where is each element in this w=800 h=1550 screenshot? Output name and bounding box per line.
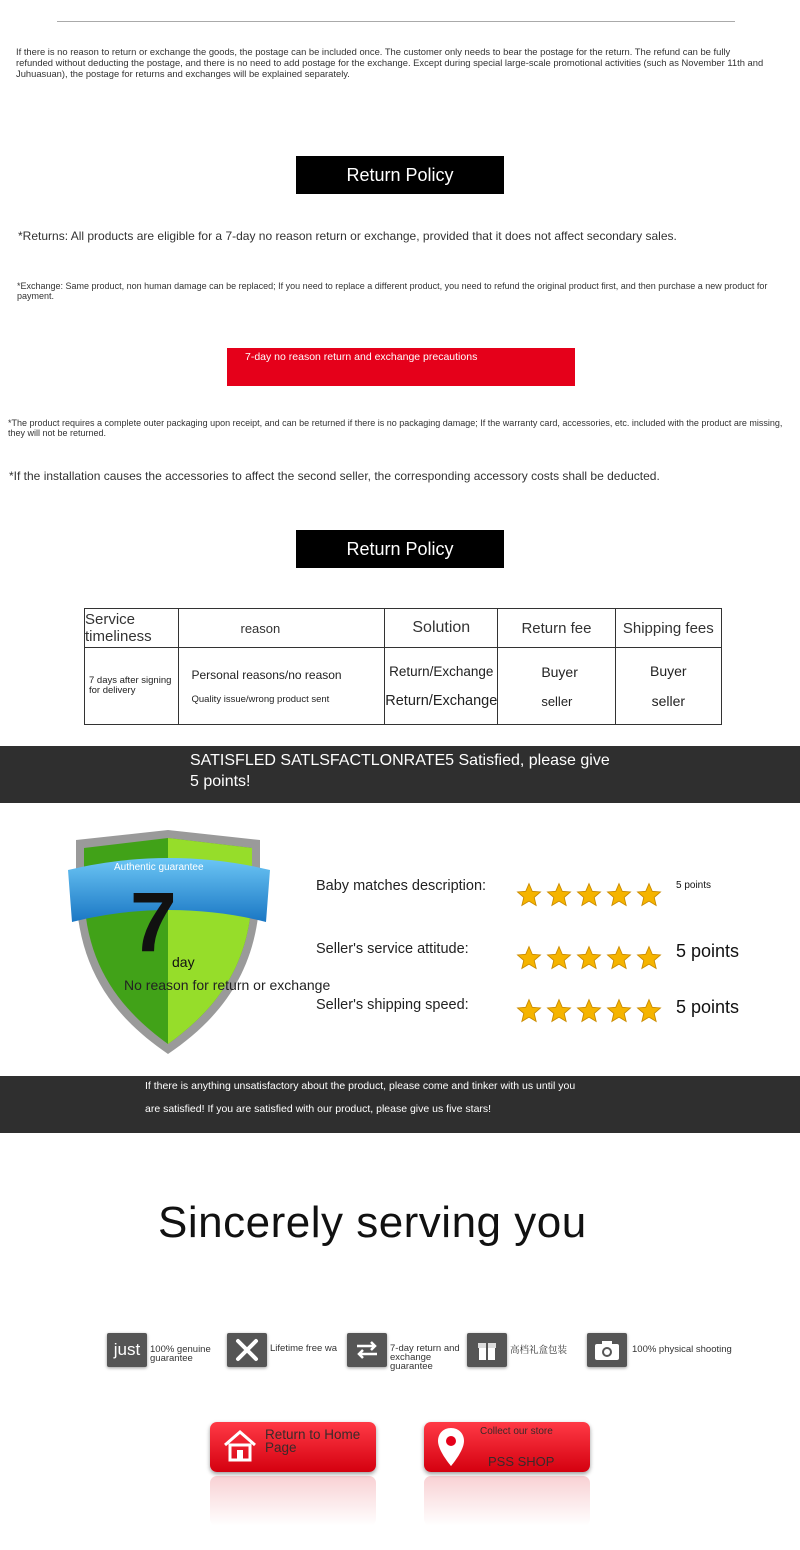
collect-store-reflection (424, 1476, 590, 1526)
rating-points-description: 5 points (676, 880, 712, 891)
service-label-warranty: Lifetime free wa (270, 1343, 338, 1354)
star-icon[interactable] (636, 882, 662, 908)
collect-store-label: Collect our store (480, 1426, 553, 1437)
gift-box-icon (467, 1333, 507, 1367)
header-return-fee: Return fee (498, 609, 615, 648)
star-icon[interactable] (636, 998, 662, 1024)
shield-ribbon-text: Authentic guarantee (114, 862, 204, 873)
precautions-heading: 7-day no reason return and exchange precautions (227, 348, 575, 386)
returns-note: *Returns: All products are eligible for a 7-day no reason return or exchange, provided that it does not affect secondary sales. (18, 229, 677, 243)
header-solution: Solution (385, 609, 498, 648)
table-row (85, 648, 722, 725)
shipping-fee-cell (615, 648, 721, 725)
table-header-row (85, 609, 722, 648)
store-name-label: PSS SHOP (488, 1454, 555, 1469)
return-home-reflection (210, 1476, 376, 1526)
unsatisfactory-text-2: are satisfied! If you are satisfied with our product, please give us five stars! (145, 1103, 492, 1115)
star-icon[interactable] (516, 945, 542, 971)
star-icon[interactable] (546, 882, 572, 908)
unsatisfactory-banner (0, 1076, 800, 1133)
service-label-physical-shooting: 100% physical shooting (632, 1344, 732, 1355)
star-icon[interactable] (576, 882, 602, 908)
rating-stars-service[interactable] (516, 945, 662, 971)
timeliness-cell: 7 days after signing for delivery (85, 648, 179, 725)
rating-label-description: Baby matches description: (316, 878, 487, 894)
return-policy-table (84, 608, 722, 725)
star-icon[interactable] (576, 998, 602, 1024)
reason-cell (178, 648, 385, 725)
shipping-fee-personal: Buyer (650, 663, 687, 679)
location-pin-icon (436, 1426, 466, 1468)
rating-stars-description[interactable] (516, 882, 662, 908)
return-fee-cell (498, 648, 615, 725)
service-label-genuine: 100% genuine guarantee (150, 1344, 211, 1364)
camera-icon (587, 1333, 627, 1367)
packaging-note: *The product requires a complete outer packaging upon receipt, and can be returned if there is no packaging damage; If the warranty card, accessories, etc. included with the product are missing, they will not be returned. (8, 418, 783, 438)
home-icon (222, 1428, 258, 1464)
star-icon[interactable] (576, 945, 602, 971)
star-icon[interactable] (516, 882, 542, 908)
exchange-arrows-icon (347, 1333, 387, 1367)
installation-note: *If the installation causes the accessories to affect the second seller, the corresponding accessory costs shall be deducted. (9, 469, 660, 483)
rating-points-shipping: 5 points (676, 997, 740, 1017)
genuine-icon: just (107, 1333, 147, 1367)
header-shipping-fees: Shipping fees (615, 609, 721, 648)
return-fee-personal: Buyer (541, 663, 578, 680)
star-icon[interactable] (636, 945, 662, 971)
solution-cell (385, 648, 498, 725)
return-policy-heading: Return Policy (296, 156, 504, 194)
service-label-gift-box: 高档礼盒包装 (510, 1345, 568, 1356)
rating-points-service: 5 points (676, 941, 740, 961)
shipping-fee-quality: seller (651, 693, 686, 709)
satisfied-banner-text: SATISFLED SATLSFACTLONRATE5 Satisfied, please give 5 points! (190, 752, 610, 790)
solution-quality: Return/Exchange (385, 692, 498, 709)
shield-seven: 7 (130, 875, 177, 969)
return-fee-quality: seller (541, 693, 573, 709)
return-home-button[interactable] (210, 1422, 376, 1472)
exchange-note: *Exchange: Same product, non human damage can be replaced; If you need to replace a different product, you need to refund the original product first, and then purchase a new product for payment. (17, 281, 768, 301)
solution-personal: Return/Exchange (389, 663, 494, 679)
header-service-timeliness: Service timeliness (85, 609, 179, 648)
shield-day-text: day (172, 954, 195, 970)
rating-label-service: Seller's service attitude: (316, 941, 469, 957)
satisfied-banner (0, 746, 800, 803)
star-icon[interactable] (606, 945, 632, 971)
return-policy-heading-2: Return Policy (296, 530, 504, 568)
unsatisfactory-text-1: If there is anything unsatisfactory about the product, please come and tinker with us until you (145, 1080, 576, 1092)
rating-label-shipping: Seller's shipping speed: (316, 997, 469, 1013)
rating-stars-shipping[interactable] (516, 998, 662, 1024)
reason-personal: Personal reasons/no reason (191, 667, 342, 682)
star-icon[interactable] (546, 998, 572, 1024)
star-icon[interactable] (516, 998, 542, 1024)
serving-title: Sincerely serving you (158, 1198, 587, 1247)
star-icon[interactable] (546, 945, 572, 971)
shield-caption: No reason for return or exchange (124, 977, 331, 993)
return-home-label: Return to Home Page (265, 1427, 361, 1455)
postage-intro-text: If there is no reason to return or exchange the goods, the postage can be included once. The customer only needs to bear the postage for the return. The refund can be fully refunded without deducting the postage, and there is no need to add postage for the exchange. Except during special large-scale promotional activities (such as November 11th and Juhuasuan), the postage for returns and exchanges will be explained separately. (16, 46, 764, 79)
tools-icon (227, 1333, 267, 1367)
star-icon[interactable] (606, 882, 632, 908)
header-reason: reason (178, 609, 385, 648)
collect-store-button[interactable] (424, 1422, 590, 1472)
top-divider (57, 21, 735, 22)
service-label-exchange: 7-day return and exchange guarantee (390, 1343, 460, 1372)
reason-quality: Quality issue/wrong product sent (191, 693, 330, 705)
star-icon[interactable] (606, 998, 632, 1024)
